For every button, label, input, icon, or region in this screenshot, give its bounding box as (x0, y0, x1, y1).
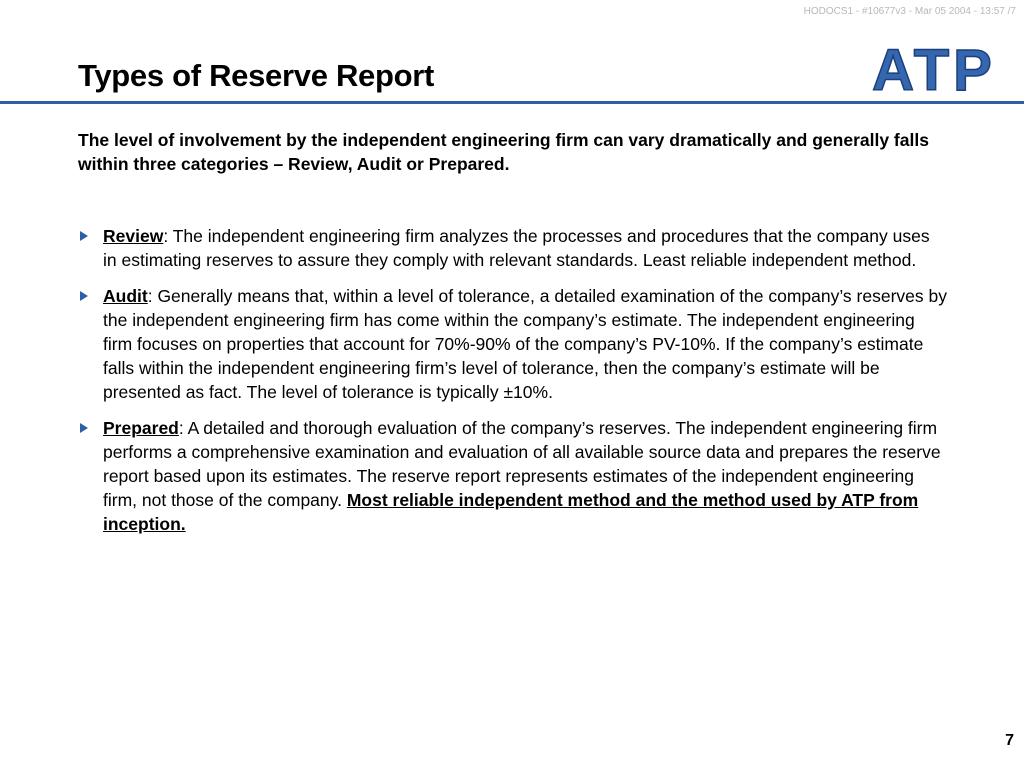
triangle-bullet-icon (80, 423, 88, 433)
term-audit: Audit (103, 286, 148, 306)
triangle-bullet-icon (80, 291, 88, 301)
document-id: HODOCS1 - #10677v3 - Mar 05 2004 - 13:57 /7 (803, 6, 1016, 17)
atp-logo (852, 40, 1016, 100)
description-prepared: : A detailed and thorough evaluation of the company’s reserves. The independent engineering firm performs a comprehensive examination and evaluation of all available source data and prepares the reserve report based upon its estimates. The reserve report represents estimates of the independent engineering firm, not those of the company. (103, 418, 941, 510)
term-review: Review (103, 226, 164, 246)
report-types-list (78, 224, 948, 548)
description-review: : The independent engineering firm analyzes the processes and procedures that the company uses in estimating reserves to assure they comply with relevant standards. Least reliable independent method. (103, 226, 930, 270)
list-item-prepared (78, 416, 948, 536)
page-title: Types of Reserve Report (78, 58, 435, 93)
list-item-audit (78, 284, 948, 404)
list-item-review (78, 224, 948, 272)
page-number: 7 (1005, 732, 1014, 749)
triangle-bullet-icon (80, 231, 88, 241)
emphasis-prepared: Most reliable independent method and the method used by ATP from inception. (103, 490, 919, 534)
term-prepared: Prepared (103, 418, 179, 438)
header-divider (0, 101, 1024, 104)
intro-paragraph: The level of involvement by the independent engineering firm can vary dramatically and generally falls within three categories – Review, Audit or Prepared. (78, 130, 929, 174)
atp-logo-text: ATP (872, 40, 996, 100)
description-audit: : Generally means that, within a level of tolerance, a detailed examination of the company’s reserves by the independent engineering firm has come within the company’s estimate. The independent engineering firm focuses on properties that account for 70%-90% of the company’s PV-10%. If the company’s estimate falls within the independent engineering firm’s level of tolerance, then the company’s estimate will be presented as fact. The level of tolerance is typically ±10%. (103, 286, 947, 402)
